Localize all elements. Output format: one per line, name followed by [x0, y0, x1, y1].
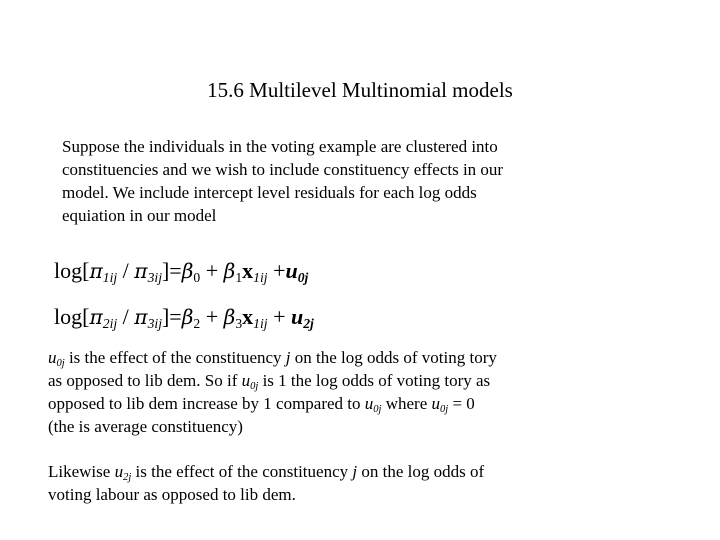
eq1-u: u: [285, 258, 298, 283]
eq2-beta3-sub: 3: [235, 315, 243, 331]
eq1-u-sub: 0j: [297, 269, 309, 285]
eq1-plus: +: [200, 258, 224, 283]
slide-title: 15.6 Multilevel Multinomial models: [207, 78, 513, 102]
eq2-x: x: [242, 304, 254, 329]
eq1-x-sub: 1ij: [253, 269, 268, 285]
eq1-beta0-sub: 0: [193, 269, 201, 285]
eq1-beta1: β: [223, 259, 236, 283]
eq2-u: u: [290, 304, 304, 329]
eq2-plus-u: +: [267, 304, 291, 329]
eq2-sub-num: 2ij: [102, 315, 118, 331]
eq2-beta2: β: [181, 305, 194, 329]
eq2-slash: /: [117, 304, 135, 329]
eq2-pi: π: [89, 305, 103, 329]
eq1-beta1-sub: 1: [235, 269, 243, 285]
eq1-beta0: β: [181, 259, 194, 283]
likewise-line-1: Likewise $u_{2j}$ is the effect of the constituency j on the log odds of: [48, 462, 485, 483]
effect-line-4: (the is average constituency): [48, 417, 243, 436]
eq1-x: x: [242, 258, 254, 283]
eq1-slash: /: [117, 258, 135, 283]
eq1-close: ]=: [161, 258, 182, 283]
intro-line-2: constituencies and we wish to include constituency effects in our: [62, 160, 504, 179]
eq1-sub-num: 1ij: [102, 269, 118, 285]
eq2-plus: +: [200, 304, 224, 329]
equation-1: [54, 257, 308, 285]
eq2-beta3: β: [223, 305, 236, 329]
intro-line-1: Suppose the individuals in the voting example are clustered into: [62, 137, 498, 156]
intro-paragraph: [62, 135, 503, 227]
eq2-x-sub: 1ij: [253, 315, 268, 331]
likewise-paragraph: [48, 460, 484, 506]
eq1-plus-u: +: [267, 258, 286, 283]
eq2-pi-den: π: [134, 305, 148, 329]
eq1-log: log[: [54, 258, 90, 283]
eq2-u-sub: 2j: [303, 315, 314, 331]
eq1-pi: π: [89, 259, 103, 283]
eq1-pi-den: π: [134, 259, 148, 283]
equation-2: [54, 303, 314, 331]
effect-line-2: as opposed to lib dem. So if $u_{0j}$ is 1 the log odds of voting tory as: [48, 371, 491, 392]
likewise-line-2: voting labour as opposed to lib dem.: [48, 485, 296, 504]
eq2-log: log[: [54, 304, 90, 329]
eq2-beta2-sub: 2: [193, 315, 201, 331]
eq2-sub-den: 3ij: [147, 315, 162, 331]
effect-line-3: opposed to lib dem increase by 1 compared to $u_{0j}$ where $u_{0j} = 0$: [48, 394, 475, 415]
effect-paragraph: [48, 346, 497, 438]
eq1-sub-den: 3ij: [147, 269, 162, 285]
intro-line-3: model. We include intercept level residuals for each log odds: [62, 183, 477, 202]
effect-line-1: $u_{0j}$ is the effect of the constituency j on the log odds of voting tory: [48, 348, 497, 369]
intro-line-4: equiation in our model: [62, 206, 217, 225]
eq2-close: ]=: [161, 304, 182, 329]
